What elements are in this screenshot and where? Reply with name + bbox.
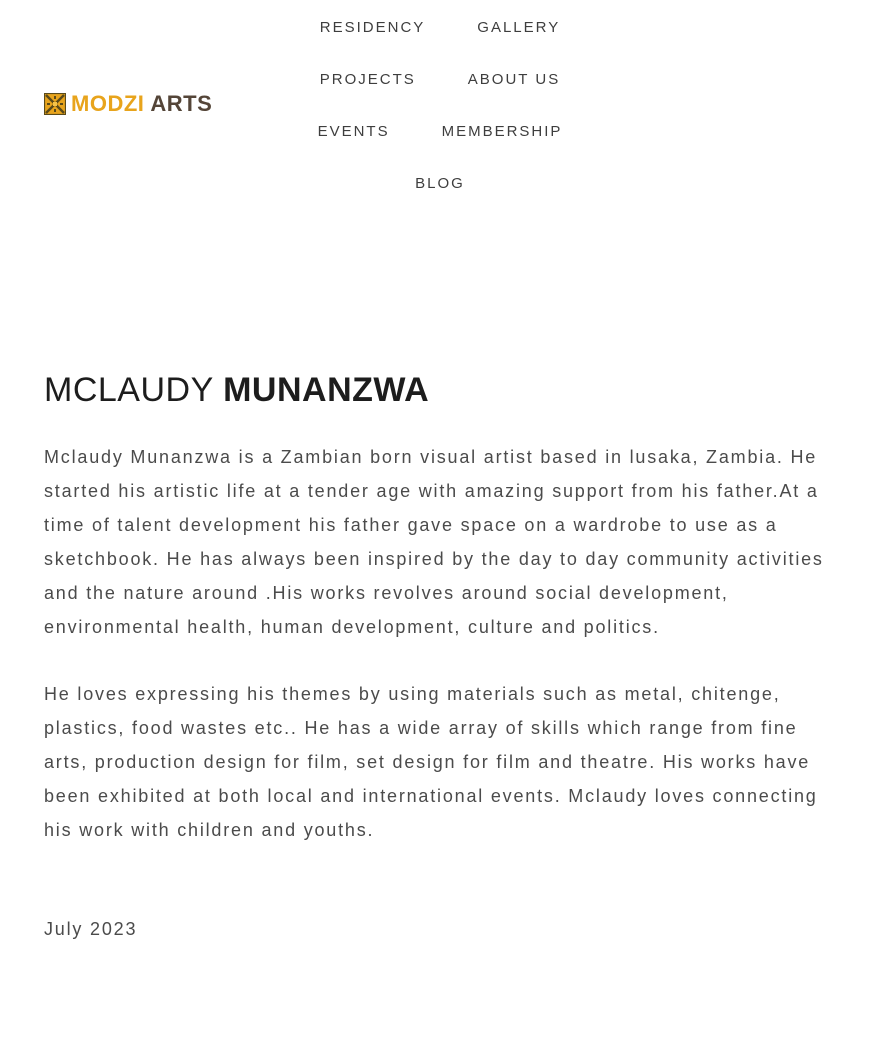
nav-item-projects[interactable]: PROJECTS xyxy=(319,71,416,88)
site-header xyxy=(0,0,880,212)
nav-item-membership[interactable]: MEMBERSHIP xyxy=(441,123,563,140)
artist-name-heading xyxy=(44,370,836,411)
nav-item-blog[interactable]: BLOG xyxy=(415,175,465,192)
artist-last-name: MUNANZWA xyxy=(223,371,430,409)
modzi-logo-icon xyxy=(44,93,66,115)
logo-wordmark xyxy=(71,93,212,115)
nav-item-events[interactable]: EVENTS xyxy=(317,123,390,140)
bio-paragraph-1: Mclaudy Munanzwa is a Zambian born visual artist based in lusaka, Zambia. He started his artistic life at a tender age with amazing support from his father.At a time of talent development his father gave space on a wardrobe to use as a sketchbook. He has always been inspired by the day to day community activities and the nature around .His works revolves around social development, environmental health, human development, culture and politics. xyxy=(44,446,824,637)
nav-item-residency[interactable]: RESIDENCY xyxy=(319,19,426,36)
nav-item-gallery[interactable]: GALLERY xyxy=(477,19,561,36)
nav-item-about-us[interactable]: ABOUT US xyxy=(467,71,561,88)
main-nav xyxy=(285,0,595,192)
logo-word-primary: MODZI xyxy=(71,91,145,116)
bio-paragraph-2: He loves expressing his themes by using materials such as metal, chitenge, plastics, food wastes etc.. He has a wide array of skills which range from fine arts, production design for film, set design for film and theatre. His works have been exhibited at both local and international events. Mclaudy loves connecting his work with children and youths. xyxy=(44,683,818,840)
modzi-arts-logo[interactable] xyxy=(44,93,212,115)
artist-bio-section xyxy=(0,370,880,964)
artist-first-name: MCLAUDY xyxy=(44,371,214,409)
bio-date: July 2023 xyxy=(44,918,138,939)
logo-word-secondary: ARTS xyxy=(150,91,213,116)
